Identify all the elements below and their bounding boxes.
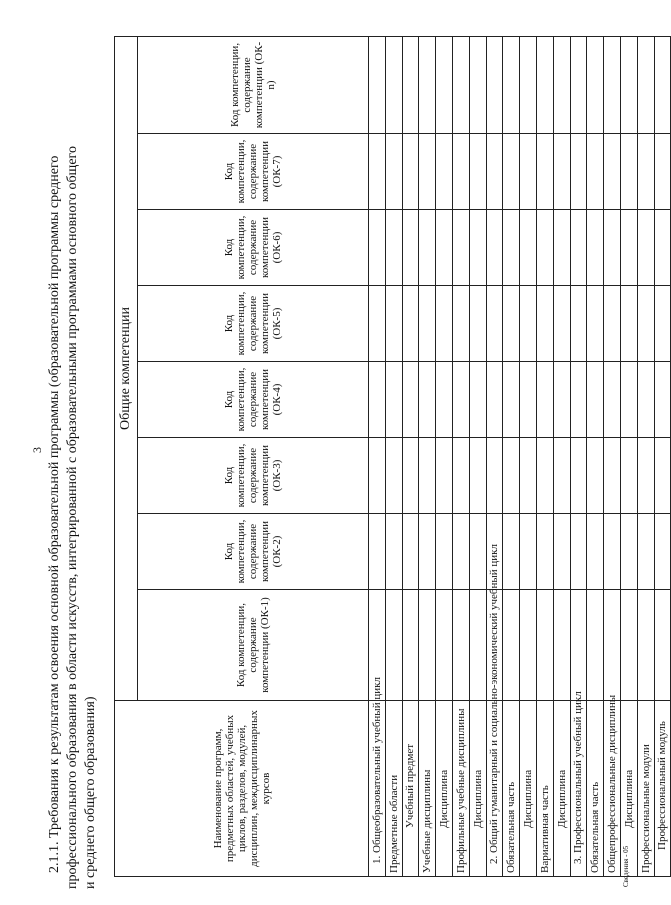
- competency-cell: [369, 210, 386, 286]
- table-row: [436, 36, 453, 876]
- competency-cell: [452, 134, 469, 210]
- competency-cell: [385, 514, 402, 590]
- row-label: 1. Общеобразовательный учебный цикл: [369, 701, 386, 877]
- row-label: Дисциплина: [553, 701, 570, 877]
- competency-cell: [654, 36, 671, 133]
- section-heading: [46, 39, 100, 889]
- competency-cell: [637, 438, 654, 514]
- competency-cell: [469, 210, 486, 286]
- competency-cell: [436, 438, 453, 514]
- competency-cell: [503, 438, 520, 514]
- competency-cell: [570, 514, 587, 590]
- row-label: Профессиональные модули: [637, 701, 654, 877]
- row-label: 2. Общий гуманитарный и социально-экономический учебный цикл: [486, 701, 503, 877]
- competency-cell: [486, 438, 503, 514]
- competency-cell: [503, 134, 520, 210]
- competency-cell: [620, 362, 637, 438]
- competency-cell: [402, 286, 419, 362]
- competency-cell: [402, 590, 419, 701]
- competency-cell: [385, 590, 402, 701]
- competency-header: Код компетенции, содержание компетенции (ОК-2): [138, 514, 369, 590]
- heading-line: профессионального образования в области искусств, интегрированной с образовательными программами основного общего: [65, 146, 80, 889]
- competency-cell: [553, 286, 570, 362]
- competency-cell: [436, 134, 453, 210]
- competency-cell: [402, 36, 419, 133]
- competency-cell: [587, 590, 604, 701]
- competency-cell: [402, 134, 419, 210]
- competency-cell: [385, 438, 402, 514]
- competency-cell: [520, 438, 537, 514]
- competency-cell: [570, 286, 587, 362]
- competency-cell: [452, 36, 469, 133]
- competency-cell: [452, 286, 469, 362]
- competency-cell: [369, 36, 386, 133]
- table-row: [385, 36, 402, 876]
- table-row: [604, 36, 621, 876]
- competency-cell: [520, 362, 537, 438]
- row-label: Учебные дисциплины: [419, 701, 436, 877]
- competency-cell: [369, 134, 386, 210]
- competency-cell: [570, 438, 587, 514]
- row-label: Вариативная часть: [536, 701, 553, 877]
- competency-cell: [536, 210, 553, 286]
- competency-cell: [436, 362, 453, 438]
- row-label: Дисциплина: [620, 701, 637, 877]
- competency-cell: [620, 210, 637, 286]
- competency-cell: [385, 210, 402, 286]
- competency-header: Код компетенции, содержание компетенции (ОК-5): [138, 286, 369, 362]
- competency-cell: [570, 210, 587, 286]
- competency-cell: [469, 590, 486, 701]
- competency-cell: [452, 438, 469, 514]
- competency-cell: [369, 514, 386, 590]
- competency-cell: [369, 362, 386, 438]
- competency-cell: [419, 438, 436, 514]
- competency-cell: [486, 362, 503, 438]
- competency-cell: [419, 590, 436, 701]
- table-row: [654, 36, 671, 876]
- competency-cell: [536, 514, 553, 590]
- competency-cell: [503, 514, 520, 590]
- competency-cell: [436, 514, 453, 590]
- table-row: [536, 36, 553, 876]
- competency-cell: [637, 514, 654, 590]
- competency-cell: [452, 514, 469, 590]
- competency-cell: [587, 286, 604, 362]
- competency-cell: [604, 514, 621, 590]
- competency-cell: [452, 210, 469, 286]
- competency-cell: [604, 590, 621, 701]
- footer-note: Сведения - 05: [622, 845, 630, 887]
- competency-cell: [402, 210, 419, 286]
- competency-cell: [536, 134, 553, 210]
- competency-cell: [402, 362, 419, 438]
- general-competencies-header: Общие компетенции: [115, 36, 138, 700]
- competency-cell: [385, 134, 402, 210]
- competency-cell: [620, 134, 637, 210]
- competency-cell: [419, 362, 436, 438]
- competency-cell: [385, 36, 402, 133]
- competency-cell: [436, 210, 453, 286]
- table-row: [469, 36, 486, 876]
- competency-cell: [469, 286, 486, 362]
- competency-cell: [637, 36, 654, 133]
- row-label: Профильные учебные дисциплины: [452, 701, 469, 877]
- competency-cell: [654, 286, 671, 362]
- competency-cell: [469, 36, 486, 133]
- heading-line: и среднего общего образования): [83, 696, 98, 889]
- competency-cell: [654, 210, 671, 286]
- name-column-header: Наименование программ, предметных областей, учебных циклов, разделов, модулей, дисциплин, междисциплинарных курсов: [115, 701, 369, 877]
- competency-cell: [402, 438, 419, 514]
- competency-cell: [520, 36, 537, 133]
- competency-cell: [553, 210, 570, 286]
- competency-cell: [604, 438, 621, 514]
- competency-cell: [520, 210, 537, 286]
- competency-cell: [469, 438, 486, 514]
- competency-header: Код компетенции, содержание компетенции (ОК-3): [138, 438, 369, 514]
- competency-cell: [587, 134, 604, 210]
- table-row: [637, 36, 654, 876]
- competency-cell: [503, 210, 520, 286]
- competency-cell: [587, 210, 604, 286]
- competency-table: [114, 36, 671, 877]
- competency-cell: [637, 286, 654, 362]
- row-label: 3. Профессиональный учебный цикл: [570, 701, 587, 877]
- competency-cell: [419, 514, 436, 590]
- competency-cell: [369, 286, 386, 362]
- row-label: Обязательная часть: [503, 701, 520, 877]
- competency-cell: [503, 362, 520, 438]
- competency-cell: [469, 134, 486, 210]
- competency-cell: [419, 134, 436, 210]
- table-row: [503, 36, 520, 876]
- table-row: [486, 36, 503, 876]
- competency-cell: [620, 286, 637, 362]
- row-label: Дисциплина: [436, 701, 453, 877]
- page-number: 3: [30, 447, 44, 453]
- competency-cell: [536, 36, 553, 133]
- competency-cell: [604, 362, 621, 438]
- competency-cell: [436, 36, 453, 133]
- competency-cell: [654, 134, 671, 210]
- competency-header: Код компетенции, содержание компетенции (ОК-4): [138, 362, 369, 438]
- table-row: [402, 36, 419, 876]
- competency-cell: [637, 362, 654, 438]
- competency-header: Код компетенции, содержание компетенции (ОК-n): [138, 36, 369, 133]
- row-label: Предметные области: [385, 701, 402, 877]
- competency-cell: [604, 36, 621, 133]
- competency-cell: [654, 438, 671, 514]
- competency-cell: [486, 36, 503, 133]
- competency-cell: [637, 590, 654, 701]
- competency-cell: [620, 36, 637, 133]
- competency-cell: [503, 590, 520, 701]
- competency-cell: [604, 134, 621, 210]
- competency-cell: [553, 36, 570, 133]
- competency-cell: [536, 438, 553, 514]
- competency-cell: [486, 286, 503, 362]
- row-label: Профессиональный модуль: [654, 701, 671, 877]
- competency-cell: [553, 590, 570, 701]
- competency-header: Код компетенции, содержание компетенции (ОК-7): [138, 134, 369, 210]
- table-row: [369, 36, 386, 876]
- competency-cell: [469, 514, 486, 590]
- competency-cell: [520, 134, 537, 210]
- competency-cell: [385, 362, 402, 438]
- table-row: [570, 36, 587, 876]
- table-row: [452, 36, 469, 876]
- competency-cell: [587, 438, 604, 514]
- row-label: Обязательная часть: [587, 701, 604, 877]
- competency-cell: [520, 286, 537, 362]
- competency-cell: [587, 514, 604, 590]
- competency-cell: [637, 134, 654, 210]
- competency-cell: [419, 286, 436, 362]
- competency-cell: [620, 514, 637, 590]
- heading-line: 2.1.1. Требования к результатам освоения основной образовательной программы (образовательной программы среднего: [47, 155, 62, 873]
- competency-cell: [452, 590, 469, 701]
- competency-cell: [553, 362, 570, 438]
- competency-header: Код компетенции, содержание компетенции (ОК-1): [138, 590, 369, 701]
- competency-cell: [436, 286, 453, 362]
- competency-cell: [503, 36, 520, 133]
- competency-cell: [486, 134, 503, 210]
- competency-cell: [452, 362, 469, 438]
- competency-cell: [570, 590, 587, 701]
- table-row: [419, 36, 436, 876]
- competency-cell: [520, 514, 537, 590]
- competency-cell: [520, 590, 537, 701]
- row-label: Дисциплина: [469, 701, 486, 877]
- competency-cell: [587, 36, 604, 133]
- competency-cell: [553, 514, 570, 590]
- table-row: [553, 36, 570, 876]
- competency-cell: [536, 286, 553, 362]
- competency-cell: [553, 134, 570, 210]
- competency-cell: [503, 286, 520, 362]
- competency-cell: [553, 438, 570, 514]
- competency-cell: [654, 362, 671, 438]
- competency-cell: [369, 438, 386, 514]
- row-label: Дисциплина: [520, 701, 537, 877]
- competency-cell: [402, 514, 419, 590]
- row-label: Общепрофессиональные дисциплины: [604, 701, 621, 877]
- competency-cell: [536, 590, 553, 701]
- table-row: [587, 36, 604, 876]
- competency-cell: [536, 362, 553, 438]
- competency-cell: [436, 590, 453, 701]
- competency-cell: [570, 362, 587, 438]
- competency-cell: [654, 514, 671, 590]
- competency-cell: [587, 362, 604, 438]
- competency-cell: [604, 210, 621, 286]
- competency-cell: [637, 210, 654, 286]
- table-row: [620, 36, 637, 876]
- competency-cell: [654, 590, 671, 701]
- competency-cell: [419, 36, 436, 133]
- competency-cell: [620, 590, 637, 701]
- competency-cell: [570, 134, 587, 210]
- competency-cell: [620, 438, 637, 514]
- competency-cell: [419, 210, 436, 286]
- competency-cell: [469, 362, 486, 438]
- row-label: Учебный предмет: [402, 701, 419, 877]
- competency-cell: [385, 286, 402, 362]
- competency-cell: [570, 36, 587, 133]
- competency-header: Код компетенции, содержание компетенции (ОК-6): [138, 210, 369, 286]
- competency-cell: [486, 210, 503, 286]
- competency-cell: [604, 286, 621, 362]
- table-row: [520, 36, 537, 876]
